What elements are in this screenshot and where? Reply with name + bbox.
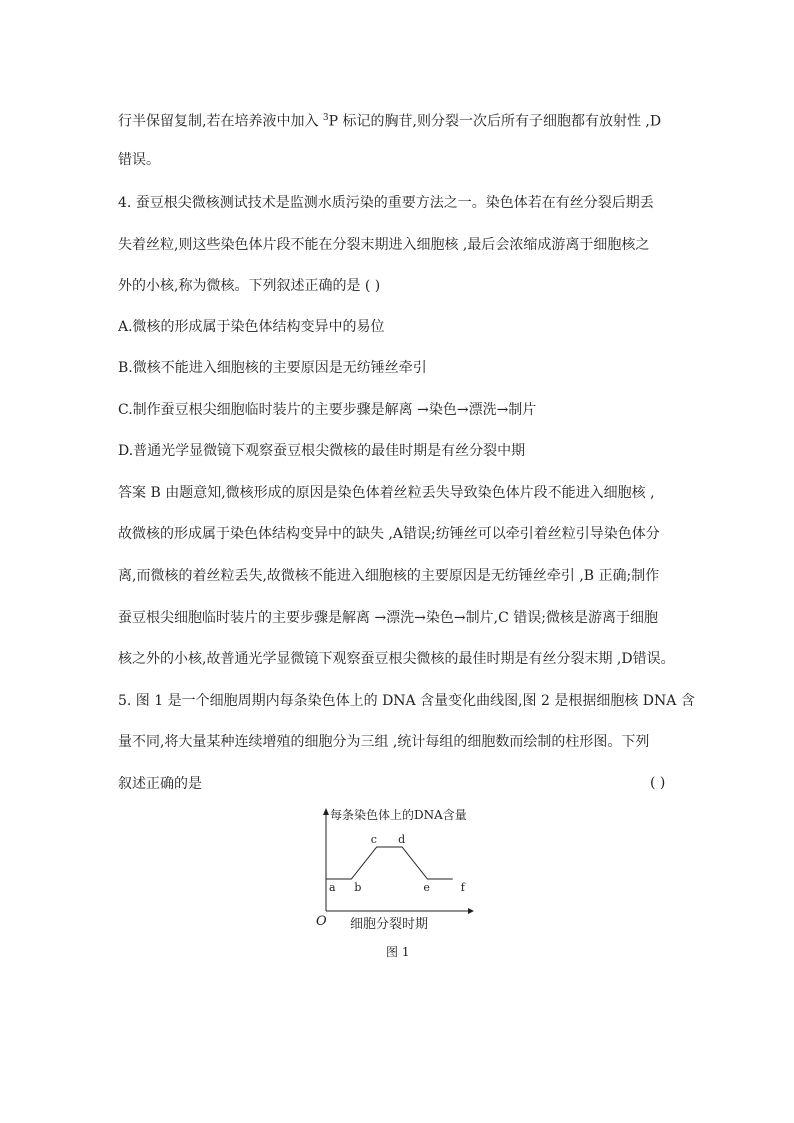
answer-parentheses: ( ) (650, 775, 666, 791)
origin-label: O (316, 914, 327, 929)
question-4-text: 4. 蚕豆根尖微核测试技术是监测水质污染的重要方法之一。染色体若在有丝分裂后期丢 (118, 195, 654, 211)
point-label-a: a (329, 881, 336, 894)
question-4-text: 外的小核,称为微核。下列叙述正确的是 ( ) (118, 278, 381, 294)
answer-text: 离,而微核的着丝粒丢失,故微核不能进入细胞核的主要原因是无纺锤丝牵引 ,B 正确;制作 (118, 568, 660, 584)
figure-1 (310, 803, 480, 933)
option-c: C.制作蚕豆根尖细胞临时装片的主要步骤是解离 →染色→漂洗→制片 (118, 402, 537, 418)
answer-text: 蚕豆根尖细胞临时装片的主要步骤是解离 →漂洗→染色→制片,C 错误;微核是游离于细胞 (118, 610, 658, 626)
y-axis-label: 每条染色体上的DNA含量 (330, 808, 467, 822)
text-line: 错误。 (118, 152, 160, 168)
point-label-c: c (370, 833, 377, 846)
question-5-text: 量不同,将大量某种连续增殖的细胞分为三组 ,统计每组的细胞数而绘制的柱形图。下列 (118, 734, 650, 750)
text-fragment: P 标记的胸苷,则分裂一次后所有子细胞都有放射性 ,D (328, 113, 662, 130)
option-b: B.微核不能进入细胞核的主要原因是无纺锤丝牵引 (118, 360, 427, 376)
answer-text: 故微核的形成属于染色体结构变异中的缺失 ,A错误;纺锤丝可以牵引着丝粒引导染色体分 (118, 526, 660, 542)
dna-content-chart (310, 803, 480, 933)
answer-text: 答案 B 由题意知,微核形成的原因是染色体着丝粒丢失导致染色体片段不能进入细胞核 , (118, 485, 655, 501)
question-5-text: 5. 图 1 是一个细胞周期内每条染色体上的 DNA 含量变化曲线图,图 2 是根据细胞核 DNA 含 (118, 693, 695, 709)
point-label-f: f (460, 881, 465, 894)
y-axis-arrow (323, 808, 329, 815)
text-fragment: 行半保留复制,若在培养液中加入 (118, 113, 319, 130)
superscript: 3 (322, 113, 329, 123)
text-line (118, 109, 661, 131)
figure-caption: 图 1 (386, 945, 410, 959)
answer-text: 核之外的小核,故普通光学显微镜下观察蚕豆根尖微核的最佳时期是有丝分裂末期 ,D错误。 (118, 651, 675, 667)
point-label-d: d (398, 833, 406, 846)
question-5-text: 叙述正确的是 (118, 776, 202, 792)
option-d: D.普通光学显微镜下观察蚕豆根尖微核的最佳时期是有丝分裂中期 (118, 443, 526, 459)
option-a: A.微核的形成属于染色体结构变异中的易位 (118, 319, 385, 335)
dna-content-line (326, 847, 453, 879)
point-label-e: e (423, 881, 430, 894)
x-axis-arrow (468, 908, 474, 914)
plot-area (326, 833, 466, 894)
question-4-text: 失着丝粒,则这些染色体片段不能在分裂末期进入细胞核 ,最后会浓缩成游离于细胞核之 (118, 237, 650, 253)
point-label-b: b (354, 881, 362, 894)
x-axis-label: 细胞分裂时期 (350, 917, 429, 932)
